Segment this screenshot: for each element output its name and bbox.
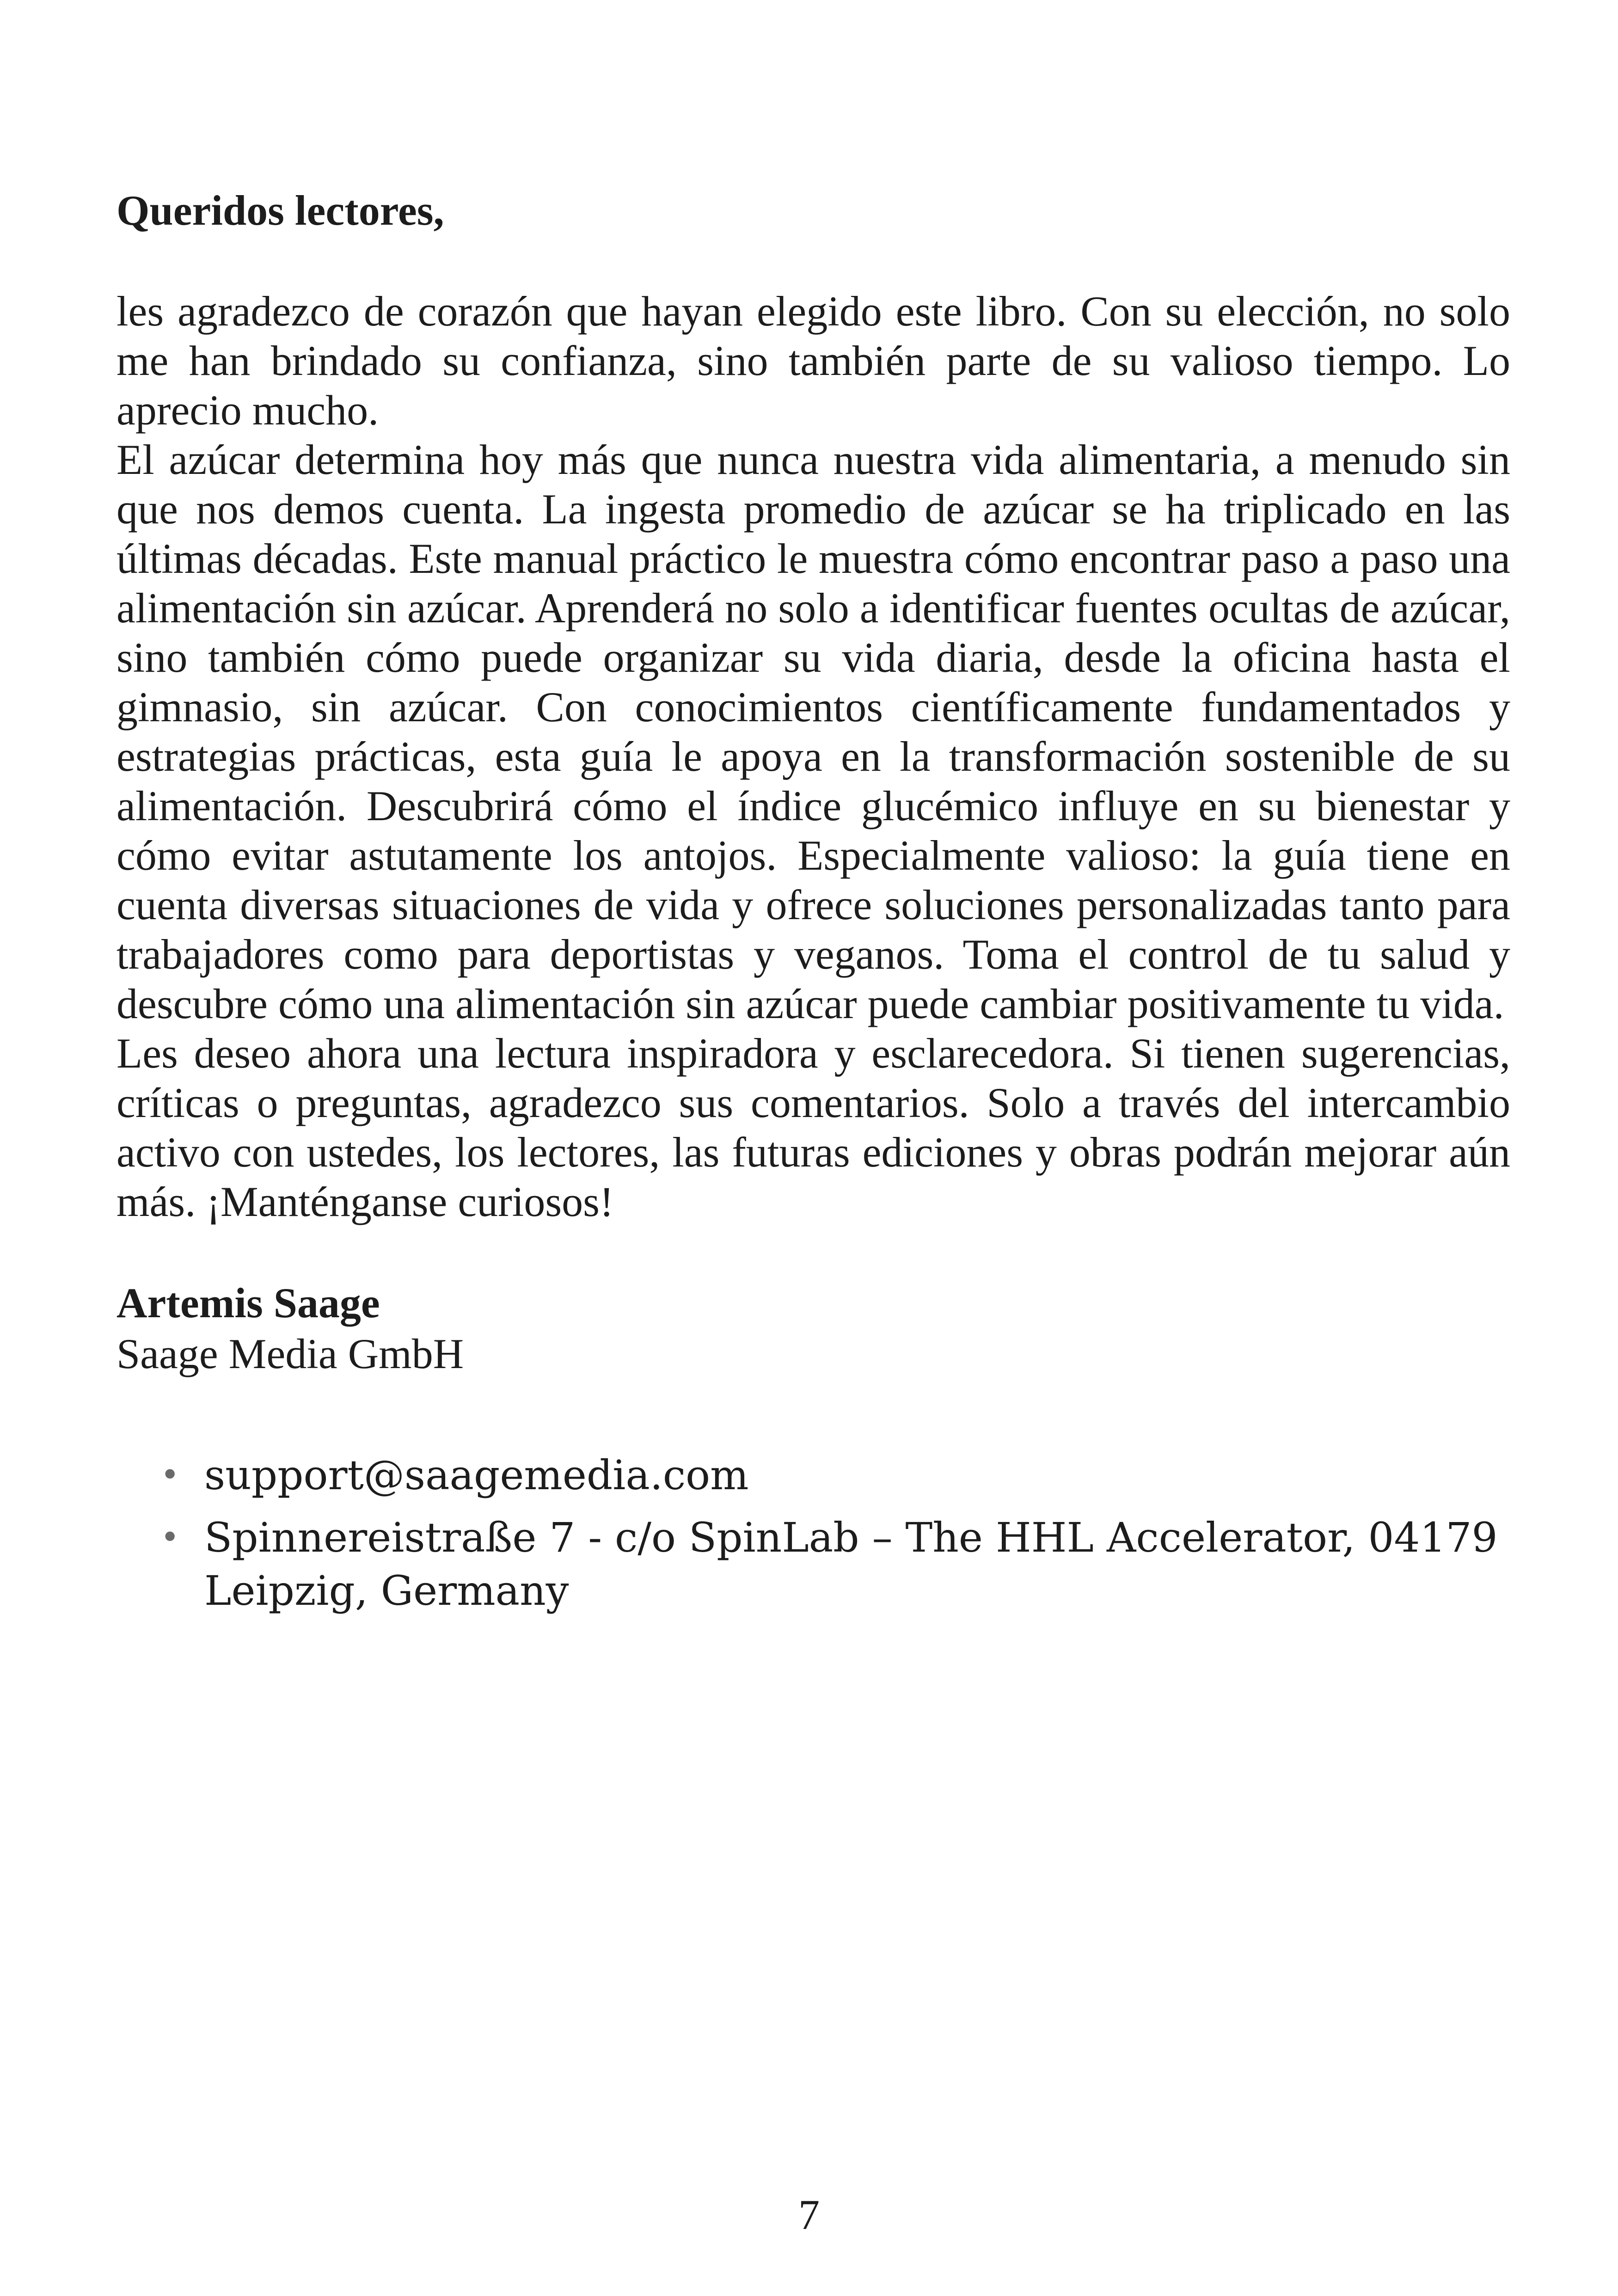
salutation: Queridos lectores, (116, 187, 444, 234)
letter-paragraphs (116, 287, 1510, 1227)
paragraph-book-summary: El azúcar determina hoy más que nunca nuestra vida alimentaria, a menudo sin que nos demos cuenta. La ingesta promedio de azúcar se ha triplicado en las últimas décadas. Este manual práctico le muestra cómo encontrar paso a paso una alimentación sin azúcar. Aprenderá no solo a identificar fuentes ocultas de azúcar, sino también cómo puede organizar su vida diaria, desde la oficina hasta el gimnasio, sin azúcar. Con conocimientos científicamente fundamentados y estrategias prácticas, esta guía le apoya en la transformación sostenible de su alimentación. Descubrirá cómo el índice glucémico influye en su bienestar y cómo evitar astutamente los antojos. Especialmente valioso: la guía tiene en cuenta diversas situaciones de vida y ofrece soluciones personalizadas tanto para trabajadores como para deportistas y veganos. Toma el control de tu salud y descubre cómo una alimentación sin azúcar puede cambiar positivamente tu vida. (116, 436, 1510, 1027)
postal-address: Spinnereistraße 7 - c/o SpinLab – The HHL Accelerator, 04179 Leipzig, Germany (204, 1514, 1498, 1615)
company-name: Saage Media GmbH (116, 1330, 464, 1377)
paragraph-closing: Les deseo ahora una lectura inspiradora y esclarecedora. Si tienen sugerencias, críticas o preguntas, agradezco sus comentarios. Solo a través del intercambio activo con ustedes, los lectores, las futuras ediciones y obras podrán mejorar aún más. ¡Manténganse curiosos! (116, 1030, 1510, 1225)
email-address: support@saagemedia.com (204, 1451, 749, 1499)
signature-block (116, 1277, 1510, 1379)
bullet-icon: • (160, 1518, 180, 1556)
author-name: Artemis Saage (116, 1279, 380, 1326)
paragraph-thanks: les agradezco de corazón que hayan elegido este libro. Con su elección, no solo me han brindado su confianza, sino también parte de su valioso tiempo. Lo aprecio mucho. (116, 288, 1510, 434)
contact-item-email (160, 1449, 1526, 1502)
letter-body (116, 185, 1510, 1627)
contact-list (116, 1449, 1526, 1617)
contact-item-address (160, 1511, 1526, 1617)
page-number: 7 (798, 2191, 820, 2238)
bullet-icon: • (160, 1456, 180, 1494)
